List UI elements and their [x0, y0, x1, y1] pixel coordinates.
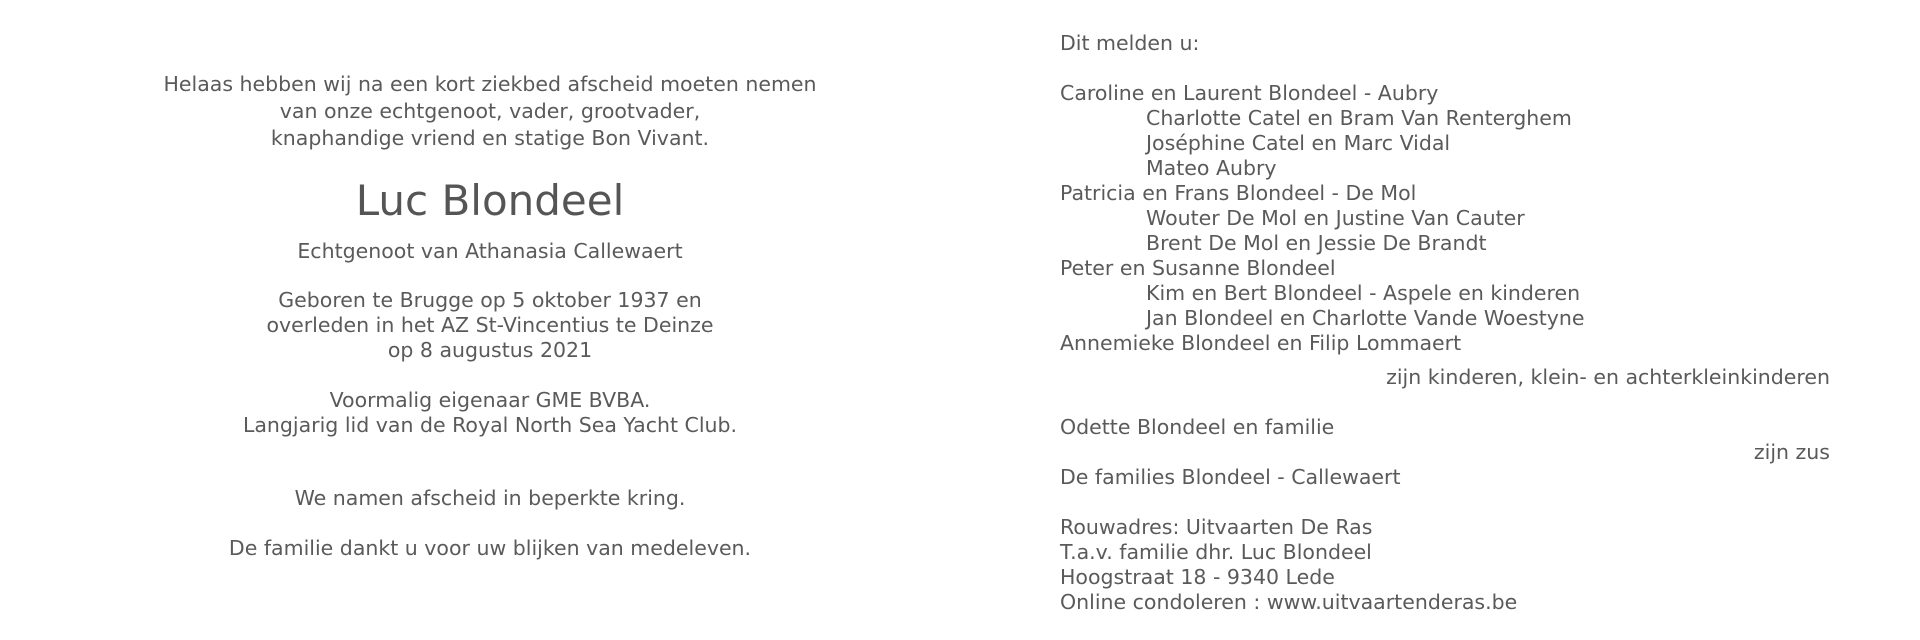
announce-text: Dit melden u:: [1060, 31, 1200, 55]
family-member: Caroline en Laurent Blondeel - Aubry: [1060, 81, 1439, 105]
address-line: T.a.v. familie dhr. Luc Blondeel: [1060, 540, 1372, 564]
address-line: Hoogstraat 18 - 9340 Lede: [1060, 565, 1335, 589]
family-member: Brent De Mol en Jessie De Brandt: [1146, 231, 1487, 255]
family-member: Charlotte Catel en Bram Van Renterghem: [1146, 106, 1572, 130]
family-member: Wouter De Mol en Justine Van Cauter: [1146, 206, 1525, 230]
family-member: Kim en Bert Blondeel - Aspele en kinderen: [1146, 281, 1581, 305]
former-line: Langjarig lid van de Royal North Sea Yacht Club.: [242, 413, 738, 437]
right-panel: [1060, 31, 1830, 615]
address-line: Online condoleren : www.uitvaartenderas.be: [1060, 590, 1518, 614]
intro-line: knaphandige vriend en statige Bon Vivant.: [270, 126, 710, 150]
thanks-text: De familie dankt u voor uw blijken van medeleven.: [228, 536, 752, 560]
intro-line: Helaas hebben wij na een kort ziekbed afscheid moeten nemen: [163, 72, 817, 96]
intro-text: [100, 71, 880, 152]
sister-text: Odette Blondeel en familie: [1060, 415, 1335, 439]
family-member: Mateo Aubry: [1146, 156, 1277, 180]
family-member: Jan Blondeel en Charlotte Vande Woestyne: [1146, 306, 1585, 330]
deceased-name: Luc Blondeel: [355, 176, 625, 225]
birth-line: op 8 augustus 2021: [387, 338, 593, 362]
address-line: Rouwadres: Uitvaarten De Ras: [1060, 515, 1373, 539]
children-role: zijn kinderen, klein- en achterkleinkinderen: [1386, 365, 1830, 389]
birth-line: Geboren te Brugge op 5 oktober 1937 en: [278, 288, 702, 312]
private-farewell: We namen afscheid in beperkte kring.: [294, 486, 686, 510]
family-list: [1060, 81, 1830, 356]
families-text: De families Blondeel - Callewaert: [1060, 465, 1401, 489]
left-panel: [100, 71, 880, 562]
intro-line: van onze echtgenoot, vader, grootvader,: [279, 99, 701, 123]
family-member: Annemieke Blondeel en Filip Lommaert: [1060, 331, 1462, 355]
family-member: Peter en Susanne Blondeel: [1060, 256, 1336, 280]
spouse-text: Echtgenoot van Athanasia Callewaert: [297, 239, 683, 263]
birth-line: overleden in het AZ St-Vincentius te Deinze: [266, 313, 714, 337]
family-member: Patricia en Frans Blondeel - De Mol: [1060, 181, 1417, 205]
former-roles: [100, 388, 880, 438]
former-line: Voormalig eigenaar GME BVBA.: [329, 388, 651, 412]
family-member: Joséphine Catel en Marc Vidal: [1146, 131, 1451, 155]
mourning-address: [1060, 515, 1830, 615]
sister-role: zijn zus: [1753, 440, 1830, 464]
birth-death-text: [100, 288, 880, 363]
